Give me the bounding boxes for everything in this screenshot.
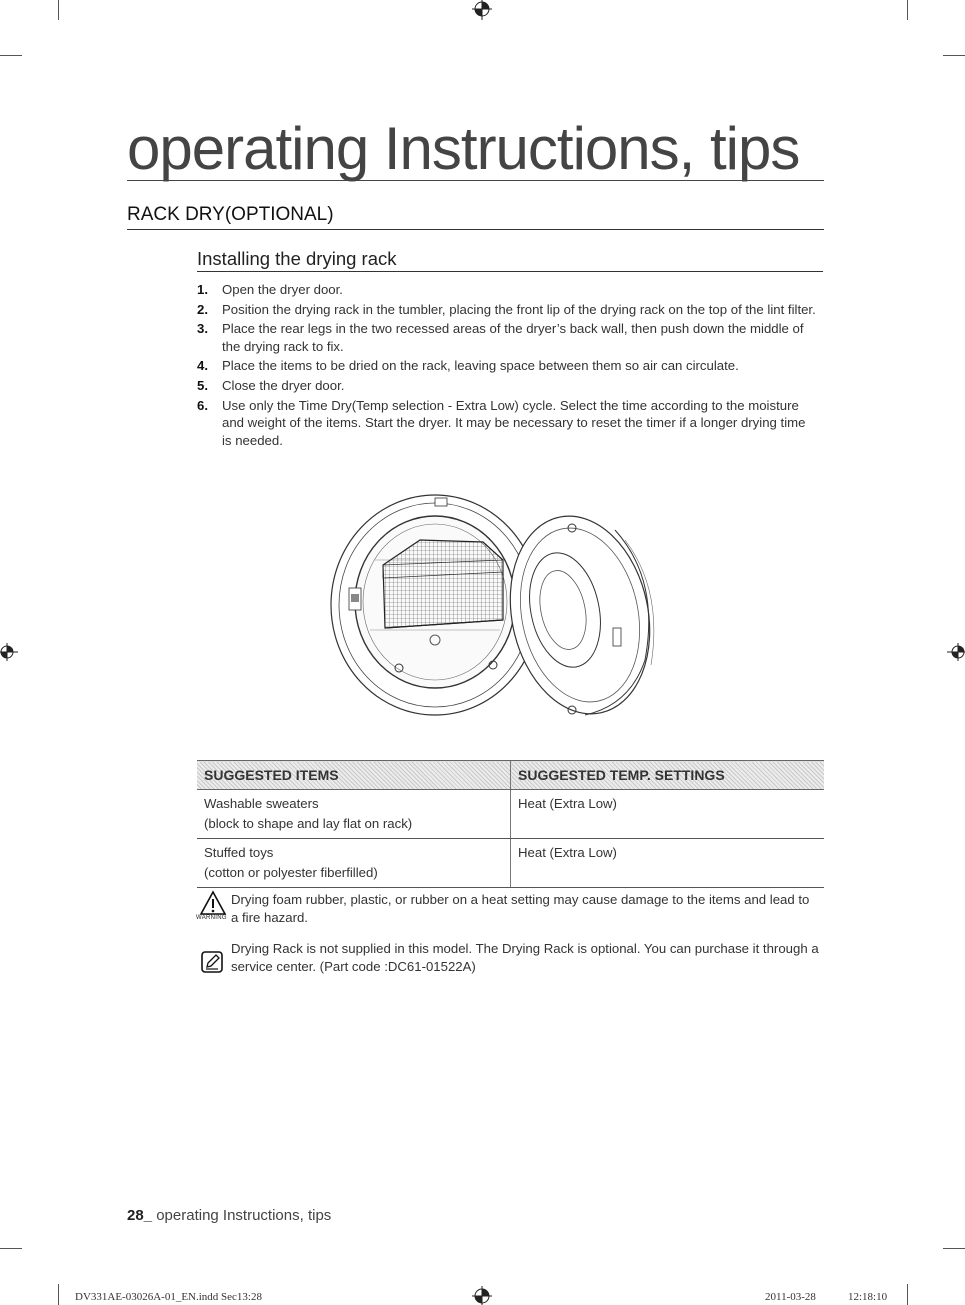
step-item [197, 377, 817, 395]
step-item [197, 357, 817, 375]
crop-mark [907, 0, 908, 20]
registration-mark-icon [472, 1286, 492, 1305]
note-text: Drying Rack is not supplied in this model. The Drying Rack is optional. You can purchase it through a service center. (Part code :DC61-01522A) [231, 941, 819, 974]
step-text: Place the items to be dried on the rack, leaving space between them so air can circulate. [222, 358, 739, 374]
warning-label: WARNING [196, 915, 227, 921]
crop-mark [943, 55, 965, 56]
slug-filename: DV331AE-03026A-01_EN.indd Sec13:28 [75, 1291, 262, 1303]
step-number: 3. [197, 321, 208, 337]
table-header-row [197, 761, 824, 790]
page-footer [127, 1207, 331, 1224]
step-item [197, 397, 817, 450]
subsection-title: Installing the drying rack [197, 248, 823, 272]
crop-mark [58, 1284, 59, 1305]
slug-time: 12:18:10 [848, 1291, 888, 1303]
step-number: 5. [197, 377, 208, 393]
registration-mark-icon [0, 642, 18, 662]
suggested-settings-table [197, 760, 824, 888]
step-text: Open the dryer door. [222, 282, 343, 297]
footer-label: operating Instructions, tips [152, 1207, 332, 1224]
table-cell-item [197, 790, 511, 839]
step-text: Use only the Time Dry(Temp selection - Extra Low) cycle. Select the time according to the moisture and weight of the items. Start the dryer. It may be necessary to reset the timer if a longer drying time is needed. [222, 397, 806, 448]
dryer-rack-illustration [325, 490, 670, 725]
crop-mark [0, 1248, 22, 1249]
step-number: 4. [197, 358, 208, 374]
note-pencil-icon [201, 951, 223, 973]
table-cell-setting: Heat (Extra Low) [511, 839, 825, 888]
slug-date: 2011-03-28 [765, 1291, 816, 1303]
crop-mark [0, 55, 22, 56]
item-name: Washable sweaters [204, 796, 319, 811]
step-item [197, 320, 817, 355]
item-note: (block to shape and lay flat on rack) [204, 816, 413, 831]
step-number: 1. [197, 282, 208, 297]
table-row [197, 839, 824, 888]
step-text: Position the drying rack in the tumbler, placing the front lip of the drying rack on the top of the lint filter. [222, 301, 816, 317]
crop-mark [943, 1248, 965, 1249]
step-item [197, 281, 817, 299]
table-row [197, 790, 824, 839]
step-text: Close the dryer door. [222, 377, 345, 393]
registration-mark-icon [947, 642, 965, 662]
crop-mark [58, 0, 59, 20]
table-cell-setting: Heat (Extra Low) [511, 790, 825, 839]
table-cell-item [197, 839, 511, 888]
item-note: (cotton or polyester fiberfilled) [204, 865, 378, 880]
step-item [197, 301, 817, 319]
warning-text: Drying foam rubber, plastic, or rubber on a heat setting may cause damage to the items and lead to a fire hazard. [231, 892, 810, 925]
page-title: operating Instructions, tips [127, 118, 824, 181]
instruction-steps [197, 281, 817, 451]
table-header-settings: SUGGESTED TEMP. SETTINGS [511, 761, 825, 790]
table-header-items: SUGGESTED ITEMS [197, 761, 511, 790]
section-title: RACK DRY(OPTIONAL) [127, 204, 824, 230]
step-text: Place the rear legs in the two recessed areas of the dryer’s back wall, then push down the middle of the drying rack to fix. [222, 321, 804, 354]
step-number: 2. [197, 301, 208, 317]
page-number: 28_ [127, 1207, 153, 1224]
item-name: Stuffed toys [204, 845, 274, 860]
registration-mark-icon [472, 0, 492, 20]
step-number: 6. [197, 397, 208, 413]
crop-mark [907, 1284, 908, 1305]
